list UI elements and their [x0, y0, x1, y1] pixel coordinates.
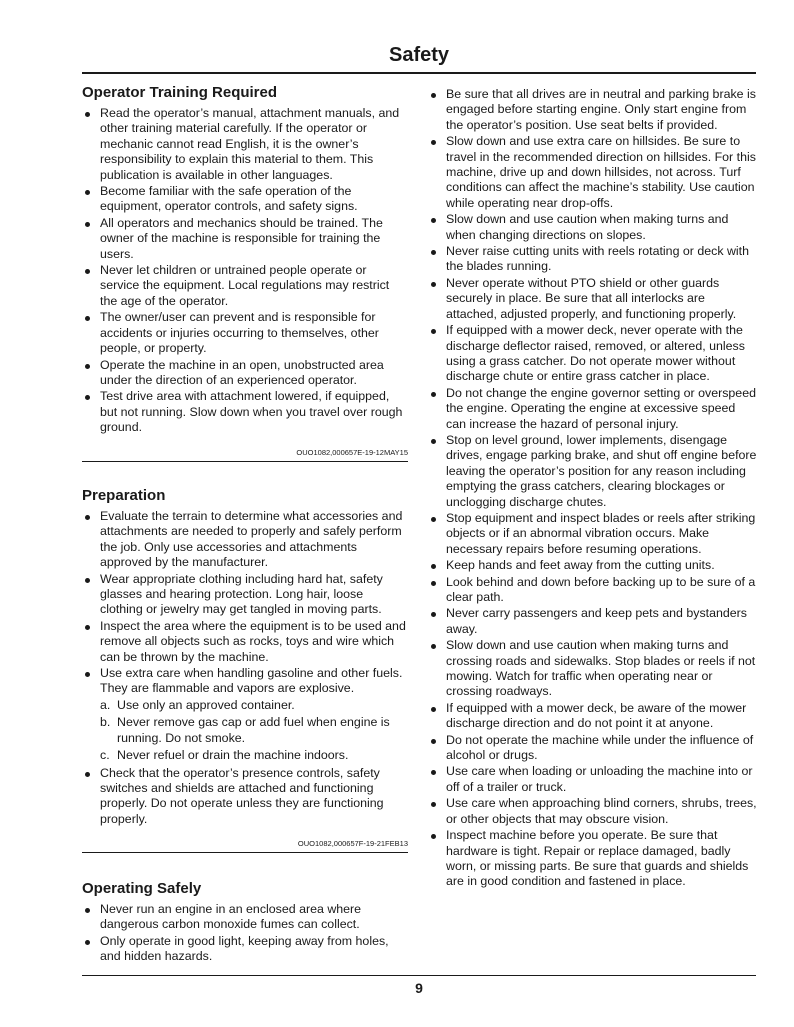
bullet-icon: [85, 940, 90, 945]
list-item-text: Use care when approaching blind corners, shrubs, trees, or other objects that may obscure vision.: [446, 796, 757, 826]
list-item: [82, 766, 408, 828]
list-item: [82, 106, 408, 183]
list-item: [428, 828, 758, 890]
sub-item-text: Never refuel or drain the machine indoors.: [117, 748, 349, 763]
bullet-icon: [85, 222, 90, 227]
list-item: [82, 184, 408, 215]
bullet-icon: [431, 770, 436, 775]
list-item-text: If equipped with a mower deck, never operate with the discharge deflector raised, removed, or altered, unless using a grass catcher. Do not operate mower without discharge chute or entire grass catcher in place.: [446, 323, 745, 384]
list-item: [82, 619, 408, 665]
title-divider: [82, 72, 756, 74]
bullet-icon: [431, 707, 436, 712]
list-item-text: Stop equipment and inspect blades or reels after striking objects or if an abnormal vibration occurs. Make necessary repairs before resuming operations.: [446, 510, 756, 556]
list-item-text: Only operate in good light, keeping away from holes, and hidden hazards.: [100, 933, 389, 964]
sub-list: [100, 698, 408, 764]
bullet-icon: [431, 581, 436, 586]
list-item-text: Slow down and use caution when making turns and crossing roads and sidewalks. Stop blades or reels if not mowing. Watch for traffic when operating near or crossing roadways.: [446, 638, 756, 699]
list-item-text: Never let children or untrained people operate or service the equipment. Local regulations may restrict the age of the operator.: [100, 263, 390, 308]
sub-list-item: [100, 698, 408, 713]
list-item: [82, 216, 408, 262]
list-item: [82, 509, 408, 571]
bullet-icon: [85, 190, 90, 195]
page-title: Safety: [388, 44, 450, 66]
list-item-text: Never raise cutting units with reels rotating or deck with the blades running.: [446, 244, 750, 274]
bullet-icon: [431, 517, 436, 522]
list-item-text: Look behind and down before backing up to be sure of a clear path.: [446, 574, 756, 604]
list-item: [428, 733, 758, 764]
list-item-text: Do not change the engine governor setting or overspeed the engine. Operating the engine at excessive speed can increase the hazard of personal injury.: [446, 385, 756, 431]
sub-list-item: [100, 748, 408, 763]
bullet-icon: [85, 364, 90, 369]
list-item: [428, 433, 758, 510]
list-item-text: Use care when loading or unloading the machine into or off of a trailer or truck.: [446, 764, 753, 794]
list-item-text: Check that the operator’s presence controls, safety switches and shields are attached and functioning properly. Do not operate unless they are functioning properly.: [100, 765, 384, 826]
list-item: [82, 263, 408, 309]
list-item-text: Read the operator’s manual, attachment manuals, and other training material carefully. If the operator or mechanic cannot read English, it is the owner’s responsibility to explain this material to them. This publication is available in other languages.: [100, 106, 400, 182]
list-item: [428, 276, 758, 322]
section-heading: Operator Training Required: [82, 84, 278, 101]
list-item-text: Never carry passengers and keep pets and bystanders away.: [446, 606, 747, 636]
list-item: [82, 310, 408, 356]
sub-list-item: [100, 715, 408, 746]
list-item-text: Use extra care when handling gasoline and other fuels. They are flammable and vapors are explosive.: [100, 666, 403, 696]
list-item: [428, 386, 758, 432]
bullet-icon: [431, 439, 436, 444]
bullet-icon: [431, 564, 436, 569]
page-number: 9: [415, 980, 423, 996]
bullet-icon: [85, 269, 90, 274]
bullet-list: [82, 509, 408, 827]
list-item: [428, 87, 758, 133]
list-item-text: Do not operate the machine while under the influence of alcohol or drugs.: [446, 732, 754, 763]
bullet-icon: [85, 515, 90, 520]
list-item-text: If equipped with a mower deck, be aware of the mower discharge direction and do not point it at anyone.: [446, 700, 747, 731]
section-divider: [82, 852, 408, 853]
bullet-icon: [431, 802, 436, 807]
sub-item-letter: a.: [100, 697, 111, 712]
list-item: [428, 323, 758, 385]
bullet-icon: [85, 625, 90, 630]
list-item-text: Stop on level ground, lower implements, disengage drives, engage parking brake, and shut off engine before leaving the operator’s position for any reason including emptying the grass catchers, clearing blockages or unclogging discharge chutes.: [446, 432, 757, 509]
list-item-text: Wear appropriate clothing including hard hat, safety glasses and hearing protection. Long hair, loose clothing or jewelry may get tangled in moving parts.: [100, 571, 383, 617]
list-item-text: Never run an engine in an enclosed area where dangerous carbon monoxide fumes can collect.: [100, 902, 362, 932]
bullet-icon: [431, 612, 436, 617]
bullet-icon: [431, 93, 436, 98]
section-operating-safely-continued: [428, 87, 758, 891]
section-heading: Operating Safely: [82, 880, 202, 897]
list-item: [428, 134, 758, 211]
section-operating-safely: [82, 879, 408, 966]
sub-item-text: Never remove gas cap or add fuel when engine is running. Do not smoke.: [117, 715, 390, 745]
list-item-text: Keep hands and feet away from the cutting units.: [446, 558, 715, 573]
bullet-icon: [431, 392, 436, 397]
list-item: [428, 558, 758, 573]
list-item-text: Become familiar with the safe operation of the equipment, operator controls, and safety signs.: [100, 184, 358, 214]
sub-item-letter: c.: [100, 748, 110, 763]
sub-item-text: Use only an approved container.: [117, 697, 295, 712]
bullet-icon: [431, 834, 436, 839]
list-item: [82, 902, 408, 933]
bullet-icon: [431, 140, 436, 145]
bullet-icon: [85, 578, 90, 583]
list-item-text: Evaluate the terrain to determine what accessories and attachments are needed to properly and safely perform the job. Only use accessories and attachments approved by the manufacturer.: [100, 509, 403, 570]
list-item: [428, 606, 758, 637]
section-heading: Preparation: [82, 487, 166, 504]
list-item: [82, 934, 408, 965]
footer-divider: [82, 975, 756, 976]
list-item-text: Test drive area with attachment lowered, if equipped, but not running. Slow down when you travel over rough ground.: [100, 389, 403, 435]
list-item: [82, 572, 408, 618]
bullet-icon: [85, 395, 90, 400]
list-item: [82, 358, 408, 389]
bullet-icon: [431, 218, 436, 223]
list-item-text: Slow down and use caution when making turns and when changing directions on slopes.: [446, 212, 729, 242]
bullet-icon: [85, 672, 90, 677]
list-item-text: Be sure that all drives are in neutral and parking brake is engaged before starting engine. Only start engine from the operator’s position. Use seat belts if provided.: [446, 87, 756, 132]
reference-code: OUO1082,000657F-19-21FEB13: [297, 839, 408, 849]
list-item-text: The owner/user can prevent and is responsible for accidents or injuries occurring to themselves, other people, or property.: [100, 310, 379, 356]
list-item: [428, 575, 758, 606]
bullet-icon: [431, 644, 436, 649]
list-item-text: Never operate without PTO shield or other guards securely in place. Be sure that all interlocks are attached, adjusted properly, and functioning properly.: [446, 275, 737, 321]
bullet-icon: [431, 282, 436, 287]
list-item: [428, 796, 758, 827]
bullet-icon: [431, 739, 436, 744]
sub-item-letter: b.: [100, 715, 111, 730]
list-item-text: Operate the machine in an open, unobstructed area under the direction of an experienced operator.: [100, 357, 384, 387]
section-divider: [82, 461, 408, 462]
bullet-icon: [85, 908, 90, 913]
bullet-icon: [85, 772, 90, 777]
list-item: [428, 764, 758, 795]
reference-code: OUO1082,000657E-19-12MAY15: [296, 447, 408, 457]
list-item-text: Slow down and use extra care on hillsides. Be sure to travel in the recommended direction on hillsides. For this machine, drive up and down hillsides, not across. Turf conditions can affect the machine’s stability. Use caution while operating near drop-offs.: [446, 134, 756, 210]
list-item: [428, 511, 758, 557]
list-item: [82, 666, 408, 763]
list-item: [428, 638, 758, 700]
section-preparation: [82, 486, 408, 853]
list-item-text: All operators and mechanics should be trained. The owner of the machine is responsible for training the users.: [100, 215, 383, 261]
bullet-list: [82, 106, 408, 436]
bullet-icon: [85, 112, 90, 117]
list-item: [428, 244, 758, 275]
bullet-icon: [431, 250, 436, 255]
bullet-icon: [85, 316, 90, 321]
bullet-icon: [431, 329, 436, 334]
bullet-list: [428, 87, 758, 890]
bullet-list: [82, 902, 408, 965]
list-item: [428, 212, 758, 243]
list-item: [428, 701, 758, 732]
section-operator-training: [82, 83, 408, 462]
list-item-text: Inspect the area where the equipment is to be used and remove all objects such as rocks, toys and wire which can be thrown by the machine.: [100, 618, 406, 664]
list-item: [82, 389, 408, 435]
list-item-text: Inspect machine before you operate. Be sure that hardware is tight. Repair or replace damaged, badly worn, or missing parts. Be sure that guards and shields are in good condition and fastened in place.: [446, 828, 749, 889]
